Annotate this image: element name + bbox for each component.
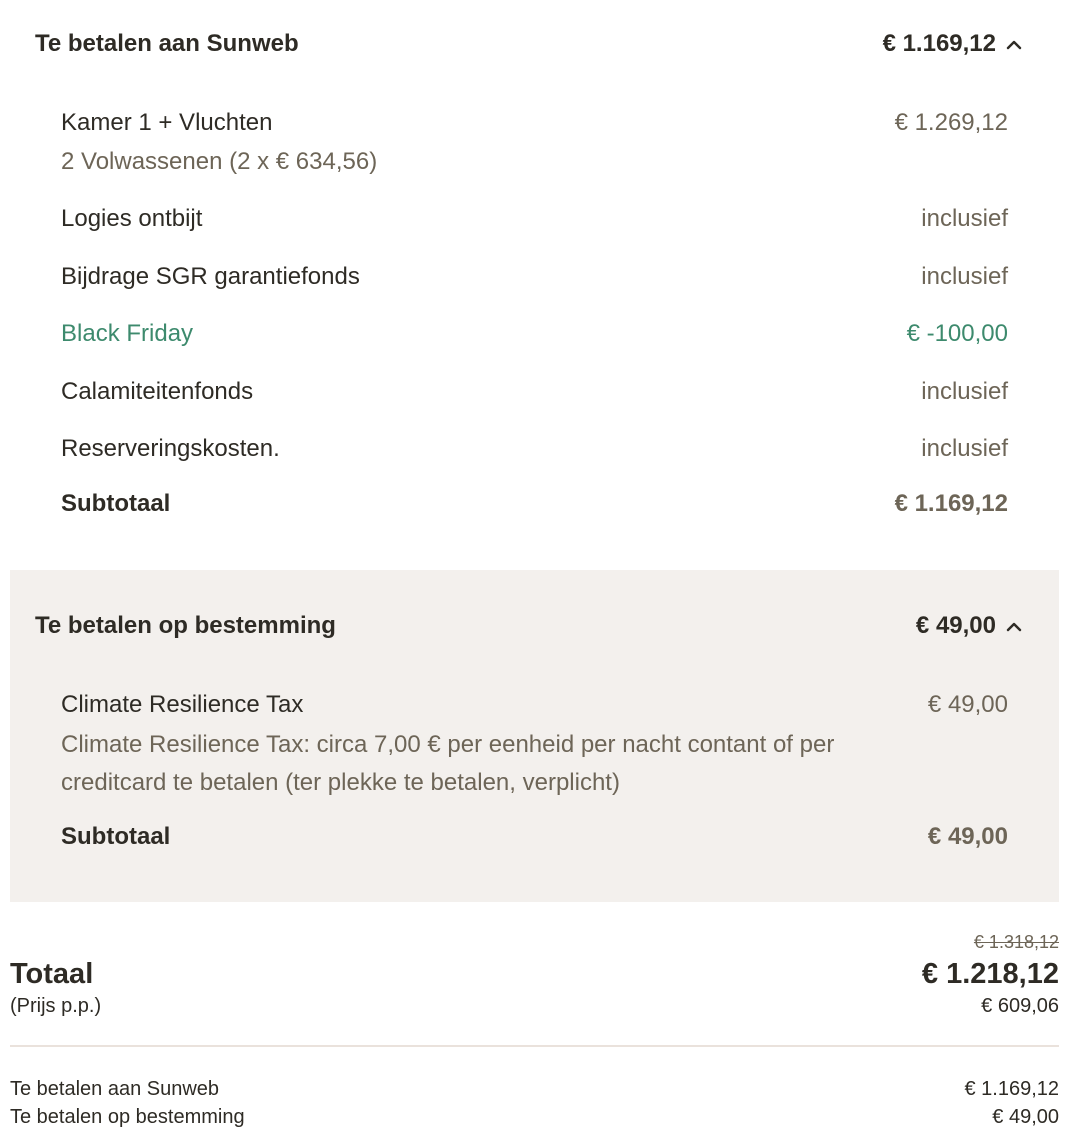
tax-item-description-line1: Climate Resilience Tax: circa 7,00 € per eenheid per nacht contant of per <box>61 731 835 758</box>
destination-section <box>10 570 1059 902</box>
subtotal-value: € 1.169,12 <box>894 490 1008 517</box>
summary-value: € 49,00 <box>992 1106 1059 1128</box>
price-pp-label: (Prijs p.p.) <box>10 995 102 1017</box>
divider <box>10 1045 1059 1047</box>
chevron-up-icon[interactable] <box>1005 618 1023 636</box>
line-item-sub: 2 Volwassenen (2 x € 634,56) <box>61 148 378 175</box>
summary-value: € 1.169,12 <box>964 1078 1059 1100</box>
line-item-value: inclusief <box>921 263 1008 290</box>
line-item-label: Kamer 1 + Vluchten <box>61 109 273 136</box>
tax-item-value: € 49,00 <box>927 691 1008 718</box>
price-pp-amount: € 609,06 <box>981 995 1059 1017</box>
summary-label: Te betalen aan Sunweb <box>10 1078 220 1100</box>
summary-label: Te betalen op bestemming <box>10 1106 245 1128</box>
line-item-value: inclusief <box>921 378 1008 405</box>
destination-section-amount: € 49,00 <box>915 612 996 639</box>
line-item-label: Calamiteitenfonds <box>61 378 254 405</box>
tax-item-label: Climate Resilience Tax <box>61 691 304 718</box>
old-total-price: € 1.318,12 <box>973 932 1059 952</box>
discount-value: € -100,00 <box>906 320 1008 347</box>
total-amount: € 1.218,12 <box>921 958 1059 990</box>
line-item-value: inclusief <box>921 205 1008 232</box>
subtotal-label: Subtotaal <box>61 823 171 850</box>
discount-label: Black Friday <box>61 320 194 347</box>
line-item-value: € 1.269,12 <box>894 109 1008 136</box>
destination-section-header[interactable] <box>10 570 1059 650</box>
total-label: Totaal <box>10 958 94 990</box>
subtotal-label: Subtotaal <box>61 490 171 517</box>
sunweb-section <box>10 10 1059 540</box>
line-item-value: inclusief <box>921 435 1008 462</box>
destination-section-title: Te betalen op bestemming <box>35 612 336 639</box>
sunweb-section-title: Te betalen aan Sunweb <box>35 30 299 57</box>
chevron-up-icon[interactable] <box>1005 36 1023 54</box>
subtotal-value: € 49,00 <box>927 823 1008 850</box>
line-item-label: Reserveringskosten. <box>61 435 280 462</box>
line-item-label: Bijdrage SGR garantiefonds <box>61 263 360 290</box>
line-item-label: Logies ontbijt <box>61 205 203 232</box>
sunweb-section-amount: € 1.169,12 <box>882 30 996 57</box>
sunweb-section-header[interactable] <box>10 10 1059 74</box>
tax-item-description-line2: creditcard te betalen (ter plekke te betalen, verplicht) <box>61 769 620 796</box>
